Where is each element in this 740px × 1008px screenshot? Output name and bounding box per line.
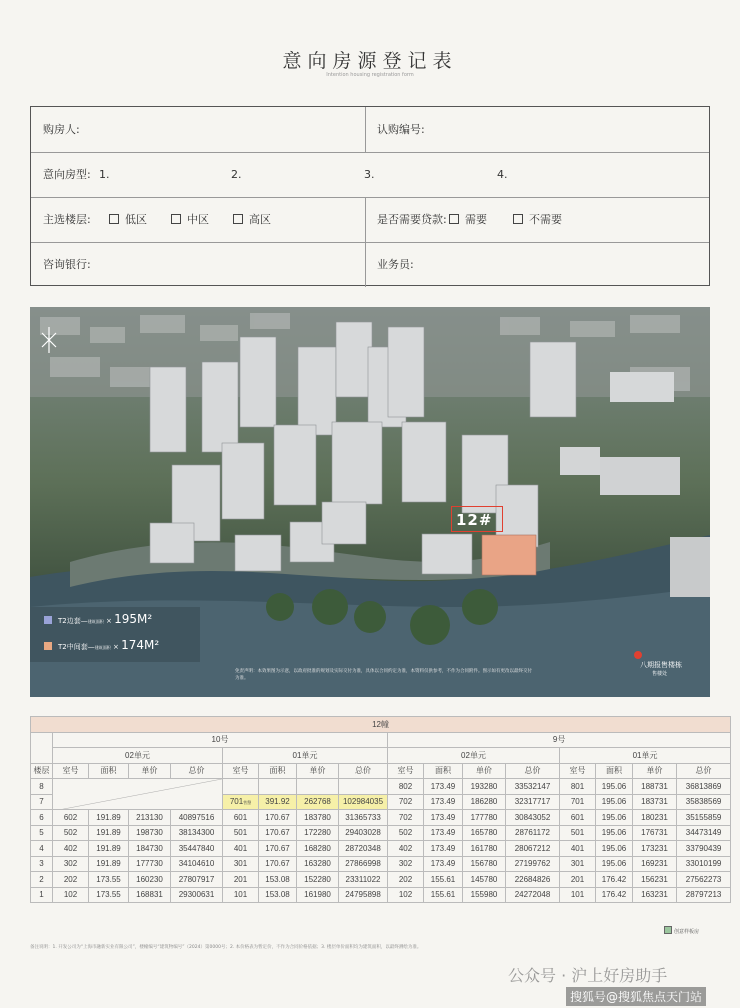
cell: 188731 — [633, 779, 677, 795]
col-header: 室号 — [223, 763, 259, 779]
cell: 160230 — [129, 872, 171, 888]
col-header: 室号 — [388, 763, 424, 779]
cell: 28720348 — [339, 841, 388, 857]
cell: 195.06 — [596, 856, 633, 872]
cell: 177780 — [463, 810, 506, 826]
col-header: 面积 — [89, 763, 129, 779]
bank-label[interactable]: 咨询银行: — [43, 258, 91, 271]
cell: 195.06 — [596, 794, 633, 810]
cell: 38134300 — [171, 825, 223, 841]
cell: 802 — [388, 779, 424, 795]
cell: 301 — [560, 856, 596, 872]
cell: 27866998 — [339, 856, 388, 872]
col-header: 面积 — [596, 763, 633, 779]
cell: 161980 — [297, 887, 339, 903]
cell: 391.92 — [259, 794, 297, 810]
floor-option-mid[interactable]: 中区 — [171, 197, 209, 242]
cell: 402 — [53, 841, 89, 857]
cell: 173.49 — [424, 856, 463, 872]
cell: 173.49 — [424, 794, 463, 810]
floor-option-high[interactable]: 高区 — [233, 197, 271, 242]
wechat-watermark: 公众号 · 沪上好房助手 — [508, 966, 668, 985]
page-subtitle: Intention housing registration form — [326, 72, 414, 78]
floor-cell: 6 — [31, 810, 53, 826]
checkbox-icon[interactable] — [109, 214, 119, 224]
floor-cell: 1 — [31, 887, 53, 903]
cell: 201 — [223, 872, 259, 888]
cell: 172280 — [297, 825, 339, 841]
form-row-floor — [31, 197, 709, 243]
cell: 176731 — [633, 825, 677, 841]
legend-end-unit: T2边套—建筑面积 × 195M² — [36, 607, 196, 631]
cell: 31365733 — [339, 810, 388, 826]
registration-form — [30, 106, 710, 286]
cell: 191.89 — [89, 841, 129, 857]
cell — [297, 779, 339, 795]
form-row-buyer — [31, 107, 709, 153]
col-header: 单价 — [297, 763, 339, 779]
diagonal-empty-cell — [53, 779, 223, 810]
cell: 401 — [560, 841, 596, 857]
checkbox-icon[interactable] — [513, 214, 523, 224]
cell: 173.49 — [424, 841, 463, 857]
cell: 35155859 — [677, 810, 731, 826]
cell: 173.55 — [89, 872, 129, 888]
cell: 35447840 — [171, 841, 223, 857]
cell: 402 — [388, 841, 424, 857]
unit-9-header: 9号 — [388, 732, 731, 748]
buyer-label[interactable]: 购房人: — [43, 123, 80, 136]
checkbox-icon[interactable] — [449, 214, 459, 224]
cell: 602 — [53, 810, 89, 826]
sub-unit-header: 01单元 — [560, 748, 731, 764]
cell: 502 — [388, 825, 424, 841]
floor-cell: 4 — [31, 841, 53, 857]
cell: 195.06 — [596, 825, 633, 841]
col-header: 单价 — [633, 763, 677, 779]
floor-cell: 2 — [31, 872, 53, 888]
table-legend: 创意样板房 — [664, 926, 699, 935]
cell: 102 — [388, 887, 424, 903]
sub-unit-header: 02单元 — [53, 748, 223, 764]
table-row — [31, 872, 731, 888]
purchase-no-label[interactable]: 认购编号: — [377, 123, 425, 136]
cell: 170.67 — [259, 841, 297, 857]
sub-unit-header: 02单元 — [388, 748, 560, 764]
agent-label[interactable]: 业务员: — [377, 258, 414, 271]
cell: 101 — [560, 887, 596, 903]
legend-swatch-middle — [44, 642, 52, 650]
cell: 155.61 — [424, 872, 463, 888]
cell: 145780 — [463, 872, 506, 888]
col-header: 总价 — [677, 763, 731, 779]
table-row — [31, 779, 731, 795]
checkbox-icon[interactable] — [233, 214, 243, 224]
cell: 102 — [53, 887, 89, 903]
col-header: 面积 — [259, 763, 297, 779]
table-row — [31, 825, 731, 841]
cell: 501 — [223, 825, 259, 841]
sales-label: 八期报售楼栋 售楼处 — [640, 661, 682, 677]
cell: 35838569 — [677, 794, 731, 810]
cell: 155.61 — [424, 887, 463, 903]
table-row — [31, 841, 731, 857]
floor-label: 主选楼层: — [43, 213, 91, 226]
cell: 101 — [223, 887, 259, 903]
cell: 33532147 — [506, 779, 560, 795]
cell: 36813869 — [677, 779, 731, 795]
cell: 198730 — [129, 825, 171, 841]
sold-unit-cell: 701售罄 — [223, 794, 259, 810]
table-row — [31, 887, 731, 903]
cell: 165780 — [463, 825, 506, 841]
cell: 183780 — [297, 810, 339, 826]
cell: 801 — [560, 779, 596, 795]
cell: 213130 — [129, 810, 171, 826]
cell: 24272048 — [506, 887, 560, 903]
checkbox-icon[interactable] — [171, 214, 181, 224]
col-header: 面积 — [424, 763, 463, 779]
cell: 29300631 — [171, 887, 223, 903]
cell: 23311022 — [339, 872, 388, 888]
col-header: 总价 — [339, 763, 388, 779]
cell: 202 — [53, 872, 89, 888]
cell: 24795898 — [339, 887, 388, 903]
cell: 173.49 — [424, 825, 463, 841]
type-option-2[interactable]: 2. — [231, 168, 242, 181]
cell: 186280 — [463, 794, 506, 810]
cell: 153.08 — [259, 872, 297, 888]
cell: 102984035 — [339, 794, 388, 810]
cell: 173.49 — [424, 779, 463, 795]
cell: 180231 — [633, 810, 677, 826]
floor-cell: 3 — [31, 856, 53, 872]
cell: 302 — [388, 856, 424, 872]
page-title: 意向房源登记表 — [282, 50, 458, 72]
loan-option-no[interactable]: 不需要 — [513, 197, 562, 242]
floor-cell: 8 — [31, 779, 53, 795]
cell: 173.55 — [89, 887, 129, 903]
footnote: 备注说明：1. 开发公司为“上海市融新实业有限公司”，楼幢编号“建筑物编号”（2024）第0000号；2. 本价格表为暂定价，不作为合同价格依据；3. 楼层单价面积均为建筑面积，以最终测绘为准。 — [30, 945, 422, 950]
cell: 191.89 — [89, 856, 129, 872]
legend-swatch-model — [664, 926, 672, 934]
cell: 40897516 — [171, 810, 223, 826]
cell: 27807917 — [171, 872, 223, 888]
cell: 156231 — [633, 872, 677, 888]
cell: 501 — [560, 825, 596, 841]
cell: 27199762 — [506, 856, 560, 872]
cell: 161780 — [463, 841, 506, 857]
cell: 29403028 — [339, 825, 388, 841]
cell: 27562273 — [677, 872, 731, 888]
diagonal-line — [53, 779, 222, 810]
cell: 163280 — [297, 856, 339, 872]
cell: 176.42 — [596, 887, 633, 903]
cell: 502 — [53, 825, 89, 841]
form-row-type — [31, 152, 709, 198]
col-header: 室号 — [53, 763, 89, 779]
cell: 302 — [53, 856, 89, 872]
unit-10-header: 10号 — [53, 732, 388, 748]
cell: 163231 — [633, 887, 677, 903]
corner-cell — [31, 732, 53, 763]
cell: 28067212 — [506, 841, 560, 857]
cell: 401 — [223, 841, 259, 857]
cell: 32317717 — [506, 794, 560, 810]
floor-header: 楼层 — [31, 763, 53, 779]
col-header: 总价 — [506, 763, 560, 779]
cell: 201 — [560, 872, 596, 888]
cell: 193280 — [463, 779, 506, 795]
location-pin-icon — [634, 651, 642, 659]
cell — [339, 779, 388, 795]
col-header: 单价 — [129, 763, 171, 779]
type-option-1[interactable]: 1. — [99, 168, 110, 181]
cell: 701 — [560, 794, 596, 810]
cell: 153.08 — [259, 887, 297, 903]
cell: 30843052 — [506, 810, 560, 826]
cell — [223, 779, 259, 795]
cell: 202 — [388, 872, 424, 888]
legend-middle-unit: T2中间套—建筑面积 × 174M² — [36, 633, 196, 657]
sohu-watermark: 搜狐号@搜狐焦点天门站 — [566, 987, 706, 1006]
cell: 191.89 — [89, 825, 129, 841]
cell: 184730 — [129, 841, 171, 857]
image-disclaimer: 免责声明：本效果图为示意，以政府批准的规划及实际交付为准，具体以合同约定为准，本资料仅供参考，不作为合同附件。图示如有更改以最终交付为准。 — [235, 669, 532, 681]
form-row-bank — [31, 242, 709, 287]
cell: 169231 — [633, 856, 677, 872]
floor-option-low[interactable]: 低区 — [109, 197, 147, 242]
cell: 33790439 — [677, 841, 731, 857]
floor-cell: 7 — [31, 794, 53, 810]
table-row — [31, 810, 731, 826]
loan-label: 是否需要贷款: — [377, 213, 447, 226]
type-label: 意向房型: — [43, 168, 91, 181]
type-option-3[interactable]: 3. — [364, 168, 375, 181]
cell: 22684826 — [506, 872, 560, 888]
cell: 262768 — [297, 794, 339, 810]
building-tag: 12# — [456, 511, 493, 529]
sub-unit-header: 01单元 — [223, 748, 388, 764]
cell: 28761172 — [506, 825, 560, 841]
cell: 33010199 — [677, 856, 731, 872]
cell: 702 — [388, 810, 424, 826]
col-header: 总价 — [171, 763, 223, 779]
cell: 168831 — [129, 887, 171, 903]
cell: 177730 — [129, 856, 171, 872]
table-row — [31, 856, 731, 872]
cell: 195.06 — [596, 779, 633, 795]
cell: 601 — [560, 810, 596, 826]
cell: 156780 — [463, 856, 506, 872]
floor-cell: 5 — [31, 825, 53, 841]
cell: 34104610 — [171, 856, 223, 872]
loan-option-yes[interactable]: 需要 — [449, 197, 487, 242]
cell: 34473149 — [677, 825, 731, 841]
type-option-4[interactable]: 4. — [497, 168, 508, 181]
cell: 170.67 — [259, 825, 297, 841]
cell: 168280 — [297, 841, 339, 857]
cell: 195.06 — [596, 810, 633, 826]
cell: 155980 — [463, 887, 506, 903]
cell: 191.89 — [89, 810, 129, 826]
cell: 173.49 — [424, 810, 463, 826]
cell: 601 — [223, 810, 259, 826]
legend-swatch-end — [44, 616, 52, 624]
building-title: 12幢 — [31, 717, 731, 733]
cell: 176.42 — [596, 872, 633, 888]
cell: 301 — [223, 856, 259, 872]
cell: 170.67 — [259, 856, 297, 872]
cell: 702 — [388, 794, 424, 810]
cell: 152280 — [297, 872, 339, 888]
cell: 170.67 — [259, 810, 297, 826]
price-table — [30, 716, 731, 903]
aerial-rendering — [30, 307, 710, 697]
cell — [259, 779, 297, 795]
cell: 183731 — [633, 794, 677, 810]
cell: 173231 — [633, 841, 677, 857]
cell: 28797213 — [677, 887, 731, 903]
col-header: 室号 — [560, 763, 596, 779]
col-header: 单价 — [463, 763, 506, 779]
cell: 195.06 — [596, 841, 633, 857]
